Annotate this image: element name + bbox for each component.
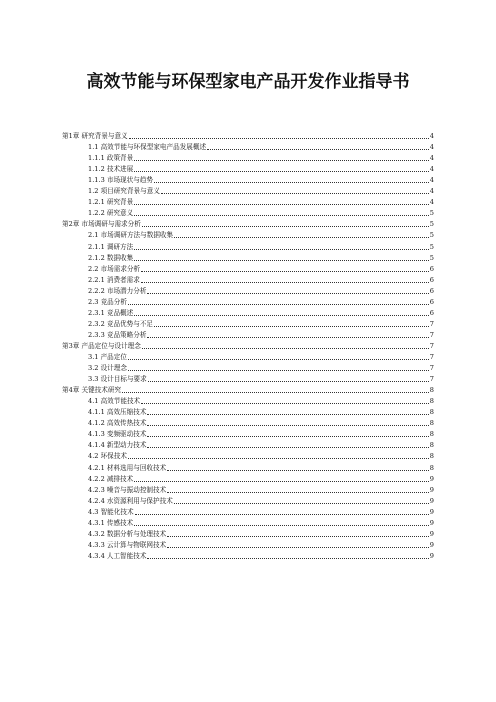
toc-entry-page-number: 6 (429, 264, 434, 273)
toc-leader-dots (147, 293, 428, 294)
toc-entry-page-number: 4 (429, 187, 434, 196)
toc-entry[interactable] (88, 297, 434, 307)
toc-entry[interactable] (88, 253, 434, 263)
toc-entry-page-number: 4 (429, 143, 434, 152)
toc-entry-page-number: 8 (429, 452, 434, 461)
toc-entry-page-number: 4 (429, 176, 434, 185)
toc-entry-page-number: 8 (429, 430, 434, 439)
toc-leader-dots (154, 326, 429, 327)
toc-entry-page-number: 5 (429, 242, 434, 251)
toc-entry[interactable] (88, 496, 434, 506)
toc-entry-label: 2.3.3 竞品策略分析 (88, 330, 147, 339)
toc-entry-label: 1.2.1 研究背景 (88, 198, 134, 207)
toc-entry-label: 2.1 市场调研方法与数据收集 (88, 231, 174, 240)
toc-entry[interactable] (88, 540, 434, 550)
toc-entry-label: 2.1.2 数据收集 (88, 253, 134, 262)
toc-leader-dots (147, 414, 428, 415)
toc-entry-label: 第4章 关键技术研究 (62, 386, 122, 395)
toc-leader-dots (147, 337, 428, 338)
toc-leader-dots (147, 447, 428, 448)
toc-entry-label: 3.1 产品定位 (88, 353, 127, 361)
toc-entry-label: 4.2.4 水资源利用与保护技术 (88, 496, 173, 505)
toc-leader-dots (128, 359, 429, 360)
toc-entry[interactable] (88, 429, 434, 439)
toc-entry-label: 4.1.2 高效传热技术 (88, 419, 147, 428)
toc-entry[interactable] (88, 396, 434, 406)
toc-entry-label: 1.1 高效节能与环保型家电产品发展概述 (88, 143, 207, 152)
toc-entry-page-number: 4 (429, 198, 434, 207)
toc-entry-page-number: 9 (429, 485, 434, 494)
toc-entry-page-number: 9 (429, 507, 434, 516)
toc-leader-dots (174, 503, 429, 504)
toc-entry-label: 2.3 竞品分析 (88, 297, 127, 306)
toc-entry-label: 第1章 研究背景与意义 (62, 132, 128, 140)
toc-entry-page-number: 6 (429, 297, 434, 306)
toc-entry[interactable] (88, 175, 434, 185)
toc-leader-dots (122, 392, 429, 393)
toc-entry-page-number: 9 (429, 540, 434, 549)
toc-entry[interactable] (88, 529, 434, 539)
toc-entry-page-number: 8 (429, 397, 434, 406)
toc-leader-dots (128, 370, 429, 371)
toc-entry-label: 第3章 产品定位与设计理念 (62, 341, 141, 350)
toc-leader-dots (161, 193, 429, 194)
toc-leader-dots (141, 403, 429, 404)
toc-entry-page-number: 6 (429, 308, 434, 317)
toc-leader-dots (134, 260, 429, 261)
toc-leader-dots (147, 558, 428, 559)
toc-entry[interactable] (88, 264, 434, 274)
toc-entry-page-number: 7 (429, 353, 434, 361)
toc-leader-dots (135, 514, 429, 515)
toc-entry-page-number: 7 (429, 364, 434, 373)
toc-leader-dots (128, 458, 429, 459)
toc-entry-label: 第2章 市场调研与需求分析 (62, 220, 141, 229)
toc-entry[interactable] (62, 385, 434, 395)
toc-entry-page-number: 7 (429, 330, 434, 339)
toc-entry-label: 4.2 环保技术 (88, 452, 127, 461)
toc-leader-dots (167, 470, 429, 471)
toc-entry[interactable] (88, 242, 434, 252)
toc-entry-label: 4.3.3 云计算与物联网技术 (88, 540, 167, 549)
toc-entry-label: 4.2.1 材料选用与回收技术 (88, 463, 167, 472)
toc-entry[interactable] (88, 463, 434, 473)
toc-leader-dots (134, 171, 429, 172)
toc-entry-label: 2.2 市场需求分析 (88, 264, 141, 273)
toc-leader-dots (142, 348, 429, 349)
toc-leader-dots (147, 425, 428, 426)
toc-entry[interactable] (88, 451, 434, 461)
toc-leader-dots (147, 436, 428, 437)
toc-entry-page-number: 7 (429, 341, 434, 350)
toc-entry[interactable] (88, 197, 434, 207)
toc-leader-dots (167, 536, 429, 537)
toc-entry-label: 1.2 项目研究背景与意义 (88, 187, 160, 196)
toc-entry[interactable] (88, 407, 434, 417)
toc-entry-label: 1.2.2 研究意义 (88, 209, 134, 218)
toc-entry[interactable] (88, 142, 434, 152)
toc-entry[interactable] (88, 286, 434, 296)
document-title: 高效节能与环保型家电产品开发作业指导书 (86, 72, 410, 92)
toc-entry-label: 3.2 设计理念 (88, 364, 127, 373)
toc-leader-dots (134, 160, 429, 161)
toc-entry[interactable] (88, 363, 434, 373)
toc-leader-dots (129, 138, 429, 139)
toc-entry[interactable] (88, 418, 434, 428)
toc-entry[interactable] (88, 319, 434, 329)
toc-entry-page-number: 8 (429, 463, 434, 472)
toc-entry-label: 4.3 智能化技术 (88, 507, 134, 516)
toc-leader-dots (141, 271, 429, 272)
toc-leader-dots (142, 226, 429, 227)
toc-entry-page-number: 8 (429, 386, 434, 395)
toc-entry-page-number: 5 (429, 220, 434, 229)
toc-entry-page-number: 7 (429, 375, 434, 384)
toc-entry-page-number: 4 (429, 154, 434, 163)
toc-entry-label: 4.3.2 数据分析与处理技术 (88, 529, 167, 538)
toc-entry[interactable] (88, 485, 434, 495)
toc-entry-page-number: 9 (429, 551, 434, 560)
toc-entry-page-number: 9 (429, 529, 434, 538)
toc-entry[interactable] (88, 230, 434, 240)
toc-leader-dots (148, 381, 429, 382)
toc-leader-dots (128, 304, 429, 305)
toc-leader-dots (134, 315, 429, 316)
toc-leader-dots (134, 215, 429, 216)
toc-leader-dots (134, 249, 429, 250)
toc-entry-page-number: 7 (429, 319, 434, 328)
toc-entry-label: 2.2.2 市场潜力分析 (88, 286, 147, 295)
toc-entry-label: 4.2.2 减排技术 (88, 474, 134, 483)
toc-entry[interactable] (88, 352, 434, 362)
toc-entry-label: 4.1.1 高效压缩技术 (88, 408, 147, 417)
toc-entry[interactable] (62, 219, 434, 229)
toc-entry-page-number: 6 (429, 275, 434, 284)
toc-entry-page-number: 9 (429, 496, 434, 505)
toc-entry-label: 4.1.4 新型动力技术 (88, 441, 147, 450)
toc-entry-label: 4.3.1 传感技术 (88, 518, 134, 527)
toc-entry[interactable] (88, 275, 434, 285)
toc-entry[interactable] (88, 507, 434, 517)
toc-entry[interactable] (88, 330, 434, 340)
toc-entry-page-number: 8 (429, 419, 434, 428)
toc-entry-page-number: 9 (429, 474, 434, 483)
toc-leader-dots (174, 237, 429, 238)
toc-leader-dots (141, 282, 429, 283)
toc-leader-dots (134, 481, 429, 482)
toc-entry-label: 2.3.1 竞品概述 (88, 308, 134, 317)
toc-entry[interactable] (88, 474, 434, 484)
toc-entry[interactable] (88, 374, 434, 384)
toc-entry-page-number: 4 (429, 165, 434, 174)
toc-leader-dots (167, 492, 429, 493)
toc-entry-label: 1.1.3 市场现状与趋势 (88, 176, 154, 185)
toc-leader-dots (134, 525, 429, 526)
toc-entry[interactable] (88, 308, 434, 318)
toc-entry[interactable] (88, 186, 434, 196)
toc-leader-dots (154, 182, 429, 183)
toc-entry[interactable] (88, 518, 434, 528)
toc-entry-page-number: 5 (429, 253, 434, 262)
toc-entry-label: 2.2.1 消费者需求 (88, 275, 140, 284)
toc-entry-label: 4.1 高效节能技术 (88, 397, 141, 406)
toc-entry-label: 4.1.3 变频驱动技术 (88, 430, 147, 439)
toc-entry[interactable] (88, 153, 434, 163)
toc-entry-page-number: 5 (429, 231, 434, 240)
toc-entry-label: 2.3.2 竞品优势与不足 (88, 319, 154, 328)
toc-entry[interactable] (88, 440, 434, 450)
toc-entry[interactable] (88, 208, 434, 218)
toc-entry-label: 4.3.4 人工智能技术 (88, 551, 147, 560)
toc-entry-page-number: 9 (429, 518, 434, 527)
toc-entry-label: 2.1.1 调研方法 (88, 242, 134, 251)
toc-entry-label: 3.3 设计目标与要求 (88, 375, 147, 384)
toc-entry-label: 1.1.2 技术进展 (88, 165, 134, 174)
toc-leader-dots (134, 204, 429, 205)
toc-leader-dots (167, 547, 429, 548)
toc-entry-page-number: 8 (429, 441, 434, 450)
toc-entry-page-number: 5 (429, 209, 434, 218)
toc-entry-page-number: 8 (429, 408, 434, 417)
toc-entry[interactable] (62, 341, 434, 351)
toc-entry-page-number: 6 (429, 286, 434, 295)
toc-entry[interactable] (88, 551, 434, 561)
toc-entry-label: 4.2.3 噪音与振动控制技术 (88, 485, 167, 494)
toc-entry[interactable] (62, 131, 434, 141)
toc-entry-page-number: 4 (429, 132, 434, 140)
toc-leader-dots (207, 149, 429, 150)
toc-entry[interactable] (88, 164, 434, 174)
toc-entry-label: 1.1.1 政策背景 (88, 154, 134, 163)
